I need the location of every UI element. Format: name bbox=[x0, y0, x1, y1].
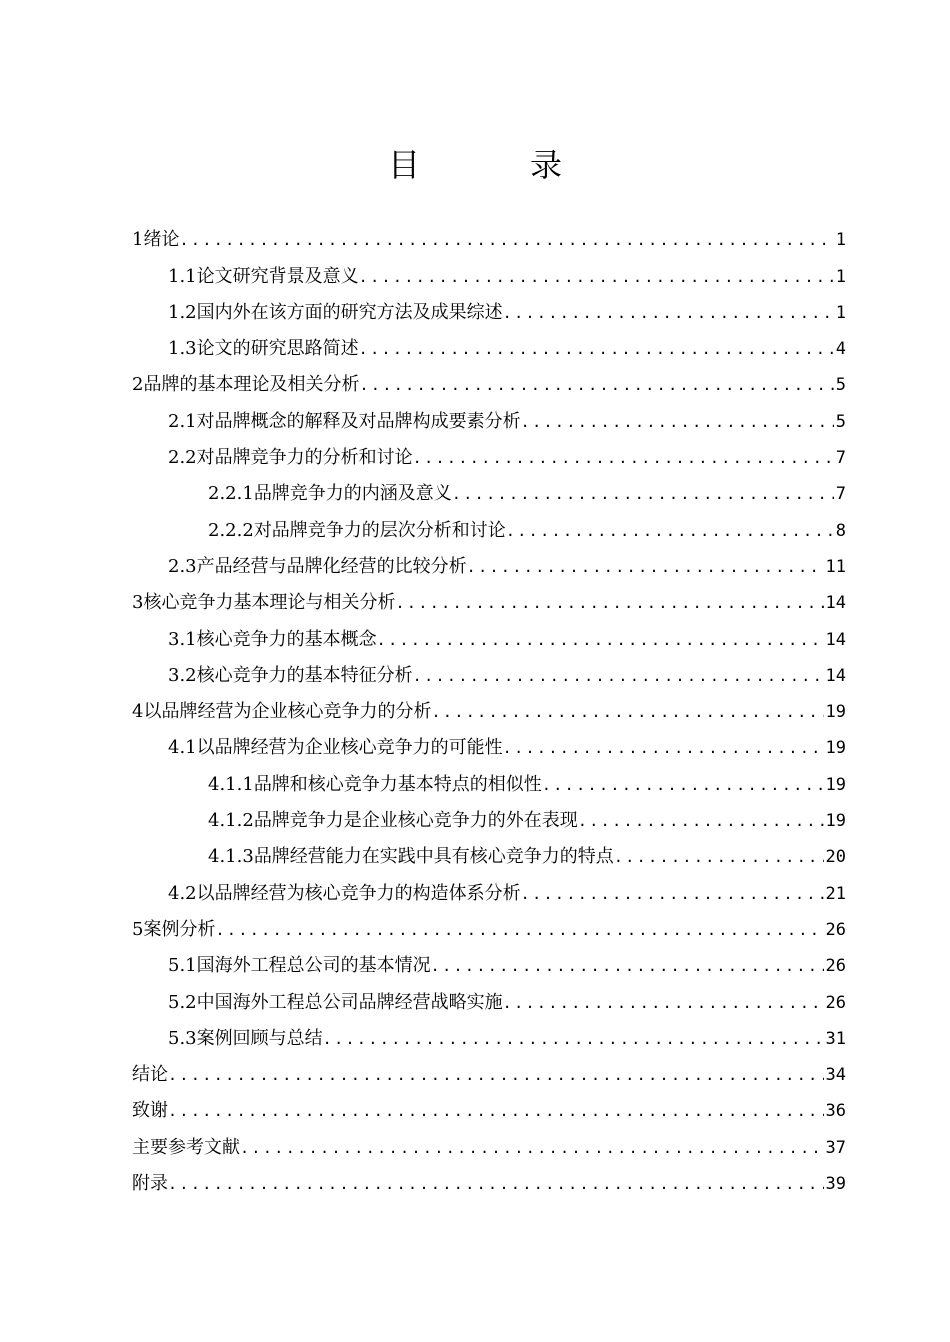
toc-entry[interactable] bbox=[132, 912, 846, 948]
toc-entry-number: 2.2.2 bbox=[208, 519, 254, 541]
toc-entry-number: 4.1 bbox=[168, 737, 197, 759]
toc-entry-page: 14 bbox=[825, 593, 846, 614]
title-char-1: 目 bbox=[387, 146, 420, 184]
toc-entry[interactable] bbox=[132, 222, 846, 258]
toc-entry-label: 品牌经营能力在实践中具有核心竞争力的特点 bbox=[253, 846, 614, 868]
toc-dot-leader bbox=[503, 295, 834, 331]
toc-entry-number: 2.1 bbox=[168, 410, 197, 432]
toc-entry-label: 论文的研究思路简述 bbox=[196, 338, 359, 360]
toc-entry-label: 附录 bbox=[132, 1173, 168, 1195]
page-title bbox=[0, 140, 950, 186]
toc-dot-leader bbox=[359, 259, 834, 295]
toc-entry[interactable] bbox=[132, 403, 846, 439]
toc-entry[interactable] bbox=[132, 839, 846, 875]
toc-dot-leader bbox=[431, 948, 824, 984]
toc-dot-leader bbox=[413, 440, 834, 476]
toc-dot-leader bbox=[240, 1130, 824, 1166]
toc-entry-page: 36 bbox=[825, 1101, 846, 1122]
toc-entry-page: 7 bbox=[835, 448, 846, 469]
toc-entry[interactable] bbox=[132, 1021, 846, 1057]
toc-entry-page: 39 bbox=[825, 1174, 846, 1195]
table-of-contents bbox=[132, 222, 846, 1202]
toc-entry-label: 品牌和核心竞争力基本特点的相似性 bbox=[253, 773, 542, 795]
toc-entry-page: 20 bbox=[825, 847, 846, 868]
toc-entry[interactable] bbox=[132, 367, 846, 403]
toc-entry-page: 19 bbox=[825, 738, 846, 759]
toc-entry[interactable] bbox=[132, 512, 846, 548]
toc-dot-leader bbox=[168, 1166, 824, 1202]
toc-dot-leader bbox=[467, 549, 824, 585]
toc-entry[interactable] bbox=[132, 440, 846, 476]
toc-entry-label: 案例回顾与总结 bbox=[196, 1027, 323, 1049]
toc-entry-number: 3.2 bbox=[168, 664, 197, 686]
toc-entry-page: 19 bbox=[825, 811, 846, 832]
toc-entry-number: 5 bbox=[132, 918, 144, 940]
toc-dot-leader bbox=[506, 513, 834, 549]
toc-entry[interactable] bbox=[132, 766, 846, 802]
toc-entry-label: 产品经营与品牌化经营的比较分析 bbox=[196, 555, 467, 577]
toc-entry-label: 对品牌竞争力的分析和讨论 bbox=[196, 447, 413, 469]
toc-entry-label: 案例分析 bbox=[143, 918, 216, 940]
toc-entry-label: 国海外工程总公司的基本情况 bbox=[196, 955, 431, 977]
toc-entry-number: 2.3 bbox=[168, 555, 197, 577]
toc-entry-number: 2.2.1 bbox=[208, 483, 254, 505]
toc-dot-leader bbox=[521, 876, 824, 912]
toc-entry-number: 4 bbox=[132, 701, 144, 723]
title-char-2: 录 bbox=[530, 146, 563, 184]
toc-entry-number: 2 bbox=[132, 374, 144, 396]
toc-entry-label: 绪论 bbox=[143, 229, 180, 251]
toc-dot-leader bbox=[215, 912, 823, 948]
toc-entry-label: 以品牌经营为核心竞争力的构造体系分析 bbox=[196, 882, 521, 904]
toc-entry-page: 8 bbox=[835, 520, 846, 541]
toc-entry[interactable] bbox=[132, 875, 846, 911]
toc-entry-label: 品牌竞争力的内涵及意义 bbox=[253, 483, 452, 505]
toc-entry-page: 26 bbox=[825, 956, 846, 977]
toc-entry-page: 4 bbox=[835, 339, 846, 360]
toc-entry-number: 1.3 bbox=[168, 338, 197, 360]
toc-entry[interactable] bbox=[132, 476, 846, 512]
toc-entry-page: 26 bbox=[825, 992, 846, 1013]
toc-entry-label: 结论 bbox=[132, 1064, 168, 1086]
toc-entry-label: 核心竞争力的基本概念 bbox=[196, 628, 377, 650]
toc-entry-number: 4.1.3 bbox=[208, 846, 254, 868]
toc-dot-leader bbox=[377, 622, 824, 658]
toc-dot-leader bbox=[521, 404, 834, 440]
toc-entry-page: 7 bbox=[835, 484, 846, 505]
toc-entry-page: 26 bbox=[825, 919, 846, 940]
toc-entry-number: 4.1.1 bbox=[208, 773, 254, 795]
toc-entry-page: 19 bbox=[825, 702, 846, 723]
toc-entry[interactable] bbox=[132, 621, 846, 657]
toc-dot-leader bbox=[452, 476, 834, 512]
toc-dot-leader bbox=[359, 331, 834, 367]
toc-entry[interactable] bbox=[132, 295, 846, 331]
toc-dot-leader bbox=[168, 1057, 824, 1093]
toc-entry-label: 品牌的基本理论及相关分析 bbox=[143, 374, 360, 396]
toc-entry-label: 对品牌概念的解释及对品牌构成要素分析 bbox=[196, 410, 521, 432]
toc-entry-label: 中国海外工程总公司品牌经营战略实施 bbox=[196, 991, 503, 1013]
toc-entry-number: 4.2 bbox=[168, 882, 197, 904]
toc-entry[interactable] bbox=[132, 258, 846, 294]
toc-entry-page: 11 bbox=[825, 556, 846, 577]
toc-entry[interactable] bbox=[132, 1129, 846, 1165]
toc-dot-leader bbox=[614, 839, 824, 875]
toc-entry-page: 37 bbox=[825, 1137, 846, 1158]
toc-entry-label: 以品牌经营为企业核心竞争力的可能性 bbox=[196, 737, 503, 759]
toc-entry-label: 国内外在该方面的研究方法及成果综述 bbox=[196, 301, 503, 323]
toc-entry-number: 5.1 bbox=[168, 955, 197, 977]
toc-dot-leader bbox=[323, 1021, 824, 1057]
toc-entry[interactable] bbox=[132, 658, 846, 694]
toc-entry[interactable] bbox=[132, 1057, 846, 1093]
toc-entry-page: 21 bbox=[825, 883, 846, 904]
toc-entry-page: 14 bbox=[825, 665, 846, 686]
toc-entry[interactable] bbox=[132, 984, 846, 1020]
toc-entry-label: 主要参考文献 bbox=[132, 1136, 240, 1158]
toc-entry-label: 以品牌经营为企业核心竞争力的分析 bbox=[143, 701, 432, 723]
toc-entry-label: 论文研究背景及意义 bbox=[196, 265, 359, 287]
toc-entry-label: 致谢 bbox=[132, 1100, 168, 1122]
toc-dot-leader bbox=[542, 767, 824, 803]
toc-dot-leader bbox=[431, 694, 823, 730]
toc-entry-number: 1 bbox=[132, 229, 144, 251]
toc-entry-page: 34 bbox=[825, 1065, 846, 1086]
toc-entry[interactable] bbox=[132, 803, 846, 839]
toc-dot-leader bbox=[359, 367, 833, 403]
toc-entry-label: 对品牌竞争力的层次分析和讨论 bbox=[253, 519, 506, 541]
toc-entry[interactable] bbox=[132, 585, 846, 621]
toc-entry-number: 1.1 bbox=[168, 265, 197, 287]
toc-dot-leader bbox=[179, 222, 833, 258]
toc-entry[interactable] bbox=[132, 948, 846, 984]
toc-entry-page: 5 bbox=[835, 375, 846, 396]
toc-entry-label: 核心竞争力基本理论与相关分析 bbox=[143, 592, 396, 614]
toc-dot-leader bbox=[578, 803, 824, 839]
toc-entry[interactable] bbox=[132, 694, 846, 730]
toc-entry-number: 2.2 bbox=[168, 447, 197, 469]
toc-dot-leader bbox=[168, 1093, 824, 1129]
toc-entry[interactable] bbox=[132, 549, 846, 585]
toc-entry[interactable] bbox=[132, 1093, 846, 1129]
toc-entry-label: 核心竞争力的基本特征分析 bbox=[196, 664, 413, 686]
toc-entry-page: 1 bbox=[835, 302, 846, 323]
toc-entry-page: 1 bbox=[835, 230, 846, 251]
toc-entry-number: 5.2 bbox=[168, 991, 197, 1013]
toc-entry[interactable] bbox=[132, 730, 846, 766]
toc-entry-number: 3.1 bbox=[168, 628, 197, 650]
toc-entry-number: 5.3 bbox=[168, 1027, 197, 1049]
toc-dot-leader bbox=[503, 730, 824, 766]
toc-entry-page: 31 bbox=[825, 1028, 846, 1049]
toc-entry-page: 19 bbox=[825, 774, 846, 795]
toc-entry-page: 14 bbox=[825, 629, 846, 650]
toc-entry-number: 3 bbox=[132, 592, 144, 614]
toc-entry-number: 1.2 bbox=[168, 301, 197, 323]
toc-entry-page: 1 bbox=[835, 266, 846, 287]
toc-entry-number: 4.1.2 bbox=[208, 810, 254, 832]
toc-entry[interactable] bbox=[132, 1166, 846, 1202]
toc-dot-leader bbox=[413, 658, 824, 694]
toc-dot-leader bbox=[395, 585, 823, 621]
toc-entry-label: 品牌竞争力是企业核心竞争力的外在表现 bbox=[253, 810, 578, 832]
toc-entry-page: 5 bbox=[835, 411, 846, 432]
toc-entry[interactable] bbox=[132, 331, 846, 367]
toc-dot-leader bbox=[503, 985, 824, 1021]
